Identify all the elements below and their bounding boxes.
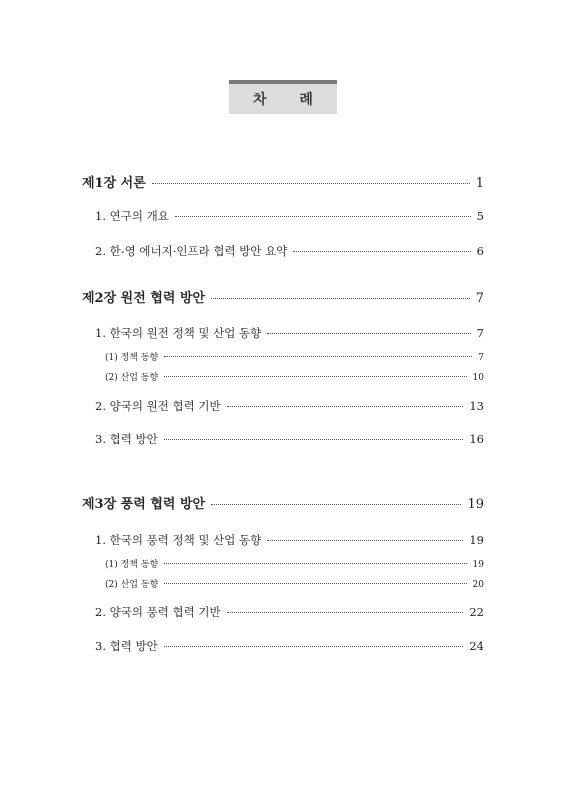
toc-entry-subsection[interactable] [105,370,484,383]
dot-leader [267,333,470,334]
toc-entry-label: (1) 정책 동향 [105,353,159,363]
toc-entry-section[interactable] [95,398,484,414]
toc-entry-page: 7 [475,291,484,306]
toc-entry-subsection[interactable] [105,350,484,363]
toc-entry-label: 2. 양국의 풍력 협력 기반 [95,605,221,619]
toc-entry-label: 제2장 원전 협력 방안 [82,291,206,306]
toc-entry-subsection[interactable] [105,577,484,590]
toc-title-box [229,80,337,114]
dot-leader [227,406,464,407]
dot-leader [211,298,470,299]
toc-entry-page: 16 [469,432,484,446]
toc-entry-page: 19 [469,533,484,547]
dot-leader [267,540,463,541]
page-title: 차 례 [253,92,327,108]
toc-entry-label: (2) 산업 동향 [105,580,159,590]
toc-entry-section[interactable] [95,638,484,654]
toc-entry-subsection[interactable] [105,557,484,570]
toc-entry-label: 2. 양국의 원전 협력 기반 [95,399,221,413]
toc-entry-label: 3. 협력 방안 [95,639,158,653]
toc-entry-page: 13 [469,399,484,413]
toc-entry-label: (2) 산업 동향 [105,373,159,383]
toc-entry-label: 2. 한-영 에너지·인프라 협력 방안 요약 [95,244,288,258]
toc-entry-section[interactable] [95,208,484,224]
toc-entry-page: 20 [472,580,484,590]
dot-leader [211,504,461,505]
toc-entry-chapter-1[interactable] [82,172,484,191]
toc-entry-page: 7 [478,353,484,363]
dot-leader [164,583,466,584]
toc-entry-page: 7 [476,326,484,340]
toc-entry-section[interactable] [95,431,484,447]
toc-entry-page: 19 [467,497,484,512]
dot-leader [227,612,464,613]
dot-leader [293,251,470,252]
toc-entry-page: 22 [469,605,484,619]
toc-entry-page: 5 [476,209,484,223]
toc-entry-label: 1. 연구의 개요 [95,209,169,223]
toc-entry-section[interactable] [95,604,484,620]
toc-entry-page: 24 [469,639,484,653]
toc-entry-label: 제1장 서론 [82,176,146,191]
toc-entry-label: 1. 한국의 풍력 정책 및 산업 동향 [95,533,262,547]
dot-leader [175,216,471,217]
dot-leader [164,376,466,377]
toc-entry-chapter-2[interactable] [82,287,484,306]
toc-entry-page: 1 [475,176,484,191]
toc-entry-page: 19 [472,560,484,570]
toc-entry-label: (1) 정책 동향 [105,560,159,570]
toc-entry-chapter-3[interactable] [82,493,484,512]
dot-leader [164,356,472,357]
toc-entry-page: 6 [476,244,484,258]
toc-entry-label: 3. 협력 방안 [95,432,158,446]
toc-entry-label: 1. 한국의 원전 정책 및 산업 동향 [95,326,262,340]
dot-leader [164,646,464,647]
toc-entry-section[interactable] [95,325,484,341]
toc-entry-label: 제3장 풍력 협력 방안 [82,497,206,512]
toc-entry-section[interactable] [95,532,484,548]
toc-entry-section[interactable] [95,243,484,259]
dot-leader [164,439,464,440]
toc-entry-page: 10 [472,373,484,383]
dot-leader [152,183,470,184]
dot-leader [164,563,466,564]
